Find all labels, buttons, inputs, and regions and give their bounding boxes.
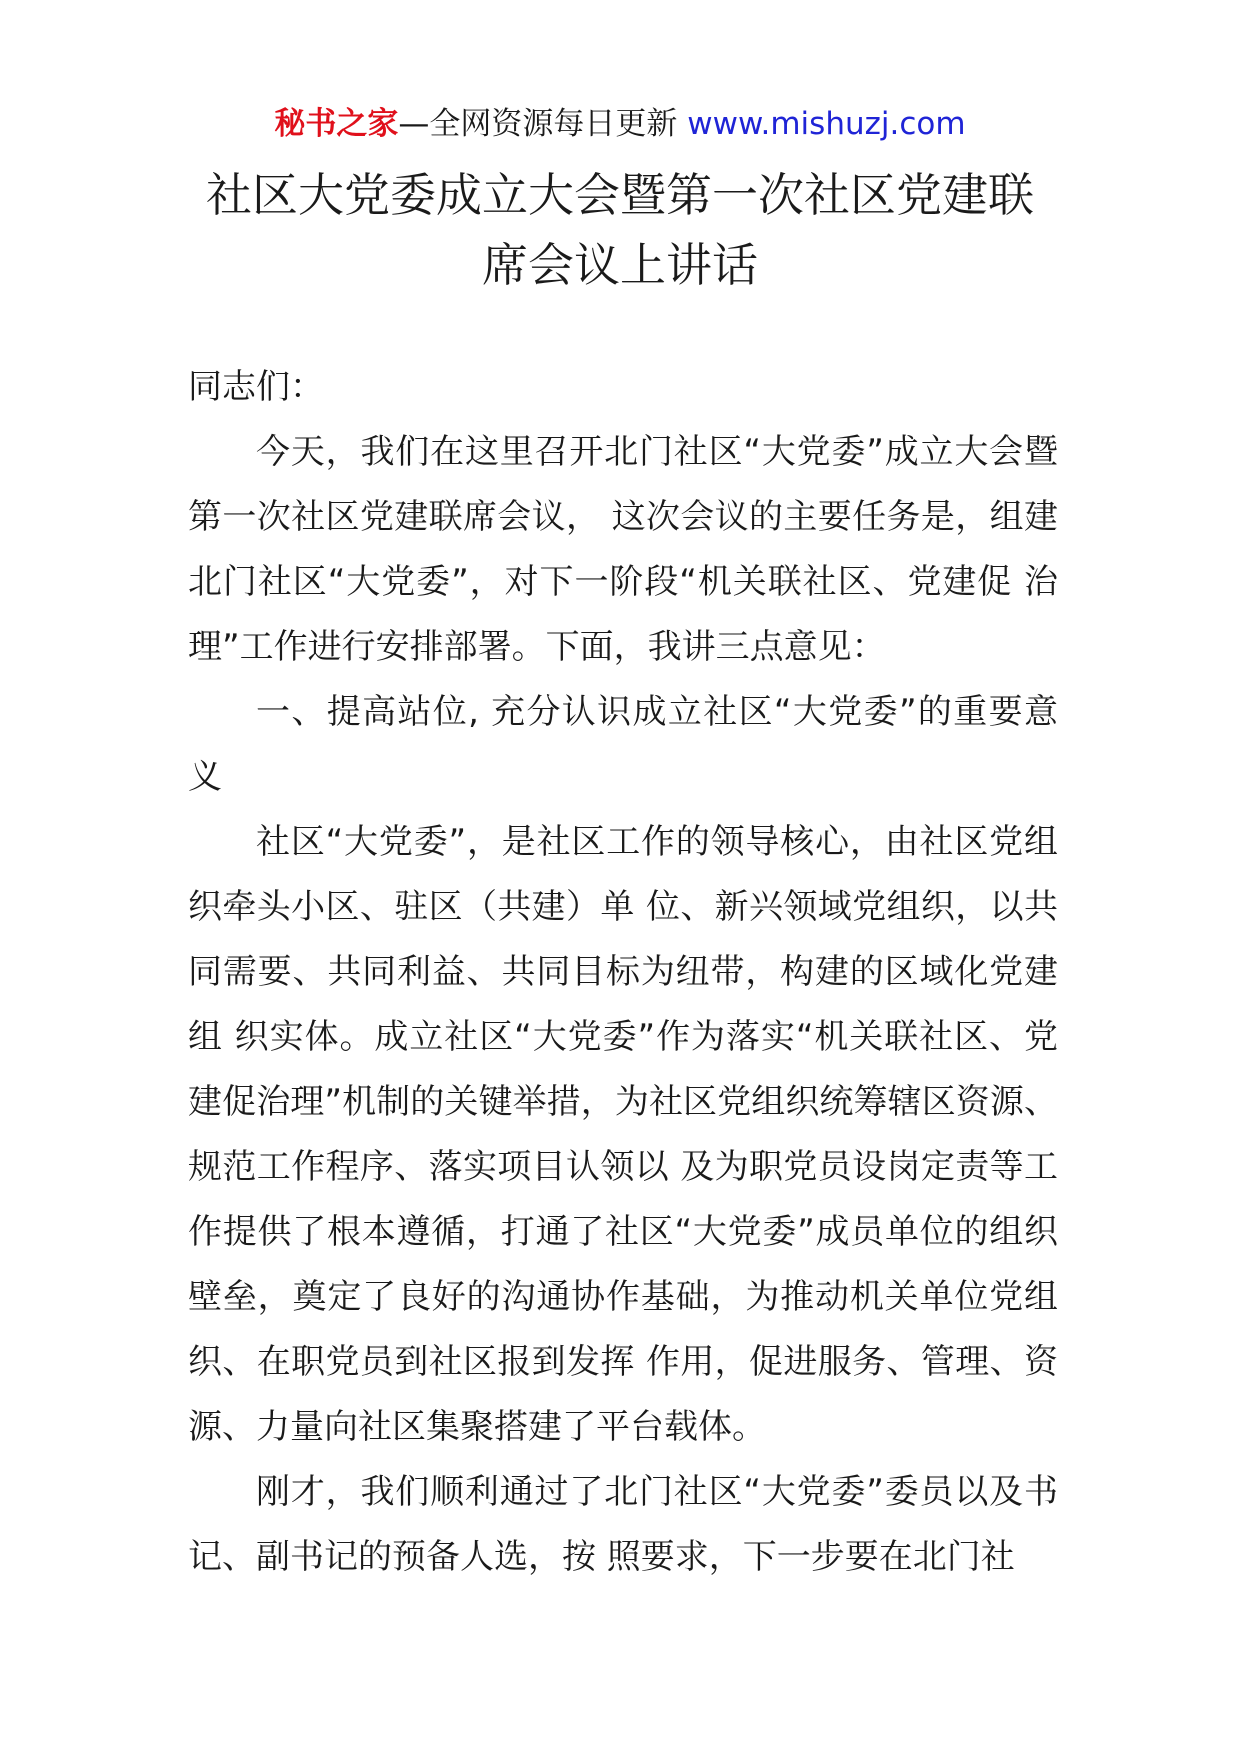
site-header	[0, 102, 1240, 146]
salutation: 同志们：	[188, 367, 324, 407]
document-title-line-2: 席会议上讲话	[482, 238, 758, 292]
site-tagline: —全网资源每日更新	[398, 106, 688, 142]
site-url-link[interactable]: www.mishuzj.com	[687, 106, 966, 142]
site-brand: 秘书之家	[274, 106, 399, 142]
paragraph-intro: 今天，我们在这里召开北门社区“大党委”成立大会暨第一次社区党建联席会议， 这次会议的主要任务是，组建北门社区“大党委”，对下一阶段“机关联社区、党建促 治理”工作进行安排部署。下面，我讲三点意见：	[188, 432, 1058, 667]
paragraph-significance: 社区“大党委”，是社区工作的领导核心，由社区党组织牵头小区、驻区（共建）单 位、新兴领域党组织，以共同需要、共同利益、共同目标为纽带，构建的区域化党建组 织实体。成立社区“大党委”作为落实“机关联社区、党建促治理”机制的关键举措，为社区党组织统筹辖区资源、规范工作程序、落实项目认领以 及为职党员设岗定责等工作提供了根本遵循，打通了社区“大党委”成员单位的组织 壁垒，奠定了良好的沟通协作基础，为推动机关单位党组织、在职党员到社区报到发挥 作用，促进服务、管理、资源、力量向社区集聚搭建了平台载体。	[188, 822, 1058, 1447]
section-heading-1: 一、提高站位, 充分认识成立社区“大党委”的重要意义	[188, 692, 1058, 797]
document-title-line-1: 社区大党委成立大会暨第一次社区党建联	[206, 168, 1034, 222]
document-body	[188, 355, 1058, 1590]
paragraph-candidates: 刚才，我们顺利通过了北门社区“大党委”委员以及书记、副书记的预备人选，按 照要求，下一步要在北门社	[188, 1472, 1058, 1577]
document-title	[160, 160, 1080, 300]
